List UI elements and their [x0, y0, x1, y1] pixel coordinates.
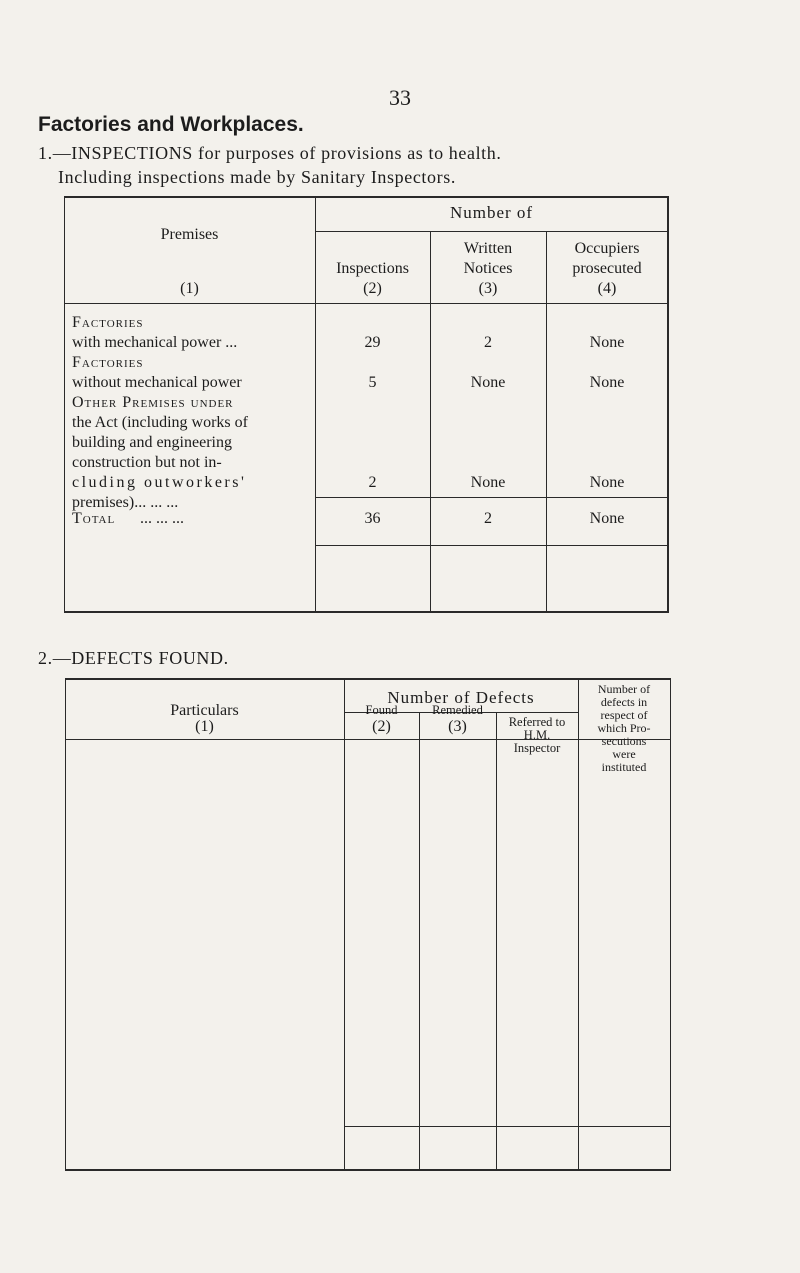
- cell-prosecuted: None: [589, 474, 625, 491]
- cell-notices: None: [470, 374, 506, 391]
- header-number-of-defects: Number of Defects: [387, 688, 535, 707]
- header-prosecuted-num: (4): [597, 280, 617, 297]
- table1-right-border: [667, 196, 669, 612]
- header-notices-num: (3): [478, 280, 498, 297]
- header-prosec-6: were: [612, 747, 636, 761]
- row-label: the Act (including works of: [72, 414, 248, 431]
- total-prosecuted: None: [589, 510, 625, 527]
- total-label: Total: [72, 510, 116, 527]
- total-inspections: 36: [364, 510, 381, 527]
- header-prosec-2: defects in: [600, 695, 648, 709]
- table1-subheader-rule: [315, 231, 668, 232]
- header-prosecuted: prosecuted: [572, 260, 642, 277]
- header-notices: Notices: [463, 260, 513, 277]
- table2-col-divider: [344, 678, 345, 1171]
- table1-header-rule: [64, 303, 668, 304]
- header-remedied: Remedied: [432, 703, 483, 717]
- header-found-num: (2): [372, 718, 391, 735]
- row-label: without mechanical power: [72, 374, 242, 391]
- header-premises: Premises: [160, 226, 219, 243]
- table2-total-rule: [344, 1126, 671, 1127]
- row-label: construction but not in-: [72, 454, 222, 471]
- row-label: with mechanical power ...: [72, 334, 238, 351]
- header-prosec-4: which Pro-: [597, 721, 651, 735]
- section1-subtitle: Including inspections made by Sanitary Inspectors.: [58, 167, 456, 187]
- row-label: building and engineering: [72, 434, 232, 451]
- header-particulars: Particulars: [170, 702, 239, 719]
- cell-prosecuted: None: [589, 334, 625, 351]
- total-dots: ... ... ...: [140, 510, 184, 527]
- cell-inspections: 2: [368, 474, 377, 491]
- table2-top-border: [65, 678, 671, 680]
- table1-left-border: [64, 196, 65, 612]
- total-notices: 2: [484, 510, 492, 527]
- table2-left-border: [65, 678, 66, 1171]
- header-referred-1: Referred to: [508, 715, 566, 729]
- table1-top-border: [64, 196, 668, 198]
- cell-prosecuted: None: [589, 374, 625, 391]
- row-label: premises)... ... ...: [72, 494, 179, 511]
- cell-inspections: 29: [364, 334, 381, 351]
- header-found: Found: [365, 703, 398, 717]
- header-referred-2: H.M.: [523, 728, 551, 742]
- row-label: cluding outworkers': [72, 474, 247, 491]
- header-inspections-num: (2): [363, 280, 382, 297]
- table2-right-border: [670, 678, 671, 1171]
- header-remedied-num: (3): [448, 718, 467, 735]
- header-prosec-3: respect of: [600, 708, 648, 722]
- header-particulars-num: (1): [195, 718, 214, 735]
- header-premises-num: (1): [180, 280, 199, 297]
- header-occupiers: Occupiers: [574, 240, 640, 257]
- cell-inspections: 5: [368, 374, 377, 391]
- table1-bottom-rule: [315, 545, 668, 546]
- table1-bottom-border: [64, 611, 669, 613]
- table2-bottom-border: [65, 1169, 671, 1171]
- section1-title: 1.—INSPECTIONS for purposes of provisions as to health.: [38, 143, 502, 163]
- table2-col-divider: [419, 712, 420, 1171]
- header-prosec-1: Number of: [597, 682, 651, 696]
- header-prosec-7: instituted: [601, 760, 647, 774]
- table2-col-divider: [496, 712, 497, 1171]
- row-label: Factories: [72, 314, 144, 331]
- row-label: Factories: [72, 354, 144, 371]
- header-number-of: Number of: [449, 203, 534, 222]
- row-label: Other Premises under: [72, 394, 234, 411]
- header-prosec-5: secutions: [601, 734, 647, 748]
- table1-col-divider: [315, 196, 316, 612]
- section2-title: 2.—DEFECTS FOUND.: [38, 648, 229, 668]
- header-written: Written: [463, 240, 513, 257]
- page-heading: Factories and Workplaces.: [38, 113, 304, 136]
- table1-total-rule: [315, 497, 668, 498]
- cell-notices: None: [470, 474, 506, 491]
- header-inspections: Inspections: [336, 260, 409, 277]
- header-referred-3: Inspector: [513, 741, 561, 755]
- cell-notices: 2: [484, 334, 492, 351]
- page-number: 33: [389, 85, 411, 110]
